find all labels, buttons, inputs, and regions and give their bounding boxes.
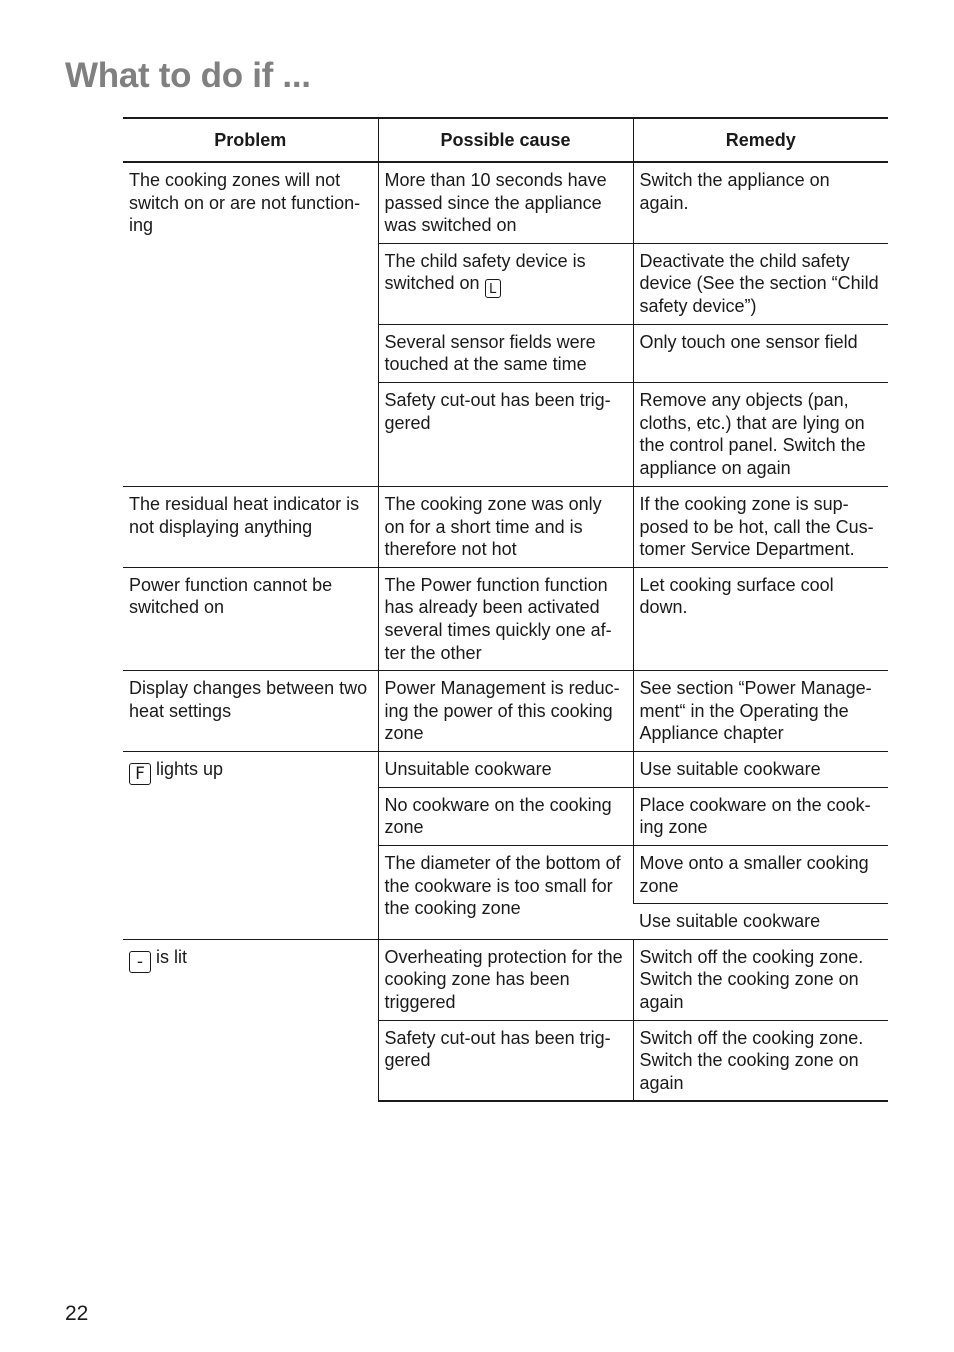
remedy-cell: Use suitable cookware bbox=[633, 904, 888, 940]
cause-cell: More than 10 seconds have passed since the appliance was switched on bbox=[378, 162, 633, 243]
cause-cell: The Power function function has already been activated several times quickly one af-ter the other bbox=[378, 567, 633, 670]
cause-cell: The cooking zone was only on for a short time and is therefore not hot bbox=[378, 486, 633, 567]
remedy-cell: Only touch one sensor field bbox=[633, 324, 888, 382]
cause-cell: Safety cut-out has been trig-gered bbox=[378, 1020, 633, 1101]
cause-cell: The diameter of the bottom of the cookware is too small for the cooking zone bbox=[378, 845, 633, 939]
table-row bbox=[123, 162, 888, 243]
remedy-cell: Switch off the cooking zone. Switch the cooking zone on again bbox=[633, 939, 888, 1020]
problem-cell: Display changes between two heat settings bbox=[123, 671, 378, 752]
header-remedy: Remedy bbox=[633, 118, 888, 162]
problem-cell: Power function cannot be switched on bbox=[123, 567, 378, 670]
cause-cell: Unsuitable cookware bbox=[378, 752, 633, 788]
cause-cell: Overheating protection for the cooking zone has been triggered bbox=[378, 939, 633, 1020]
cause-text: The child safety device is switched on bbox=[384, 250, 586, 294]
table-row bbox=[123, 567, 888, 670]
cause-cell: Several sensor fields were touched at the same time bbox=[378, 324, 633, 382]
problem-cell: The residual heat indicator is not displaying anything bbox=[123, 486, 378, 567]
table-header-row bbox=[123, 118, 888, 162]
cause-cell: No cookware on the cooking zone bbox=[378, 787, 633, 845]
header-problem: Problem bbox=[123, 118, 378, 162]
remedy-cell: Place cookware on the cook-ing zone bbox=[633, 787, 888, 845]
page-number: 22 bbox=[65, 1302, 89, 1325]
remedy-cell: Let cooking surface cool down. bbox=[633, 567, 888, 670]
problem-text: lights up bbox=[156, 759, 224, 780]
remedy-cell: If the cooking zone is sup-posed to be hot, call the Cus-tomer Service Department. bbox=[633, 486, 888, 567]
table-row bbox=[123, 486, 888, 567]
cause-cell bbox=[378, 243, 633, 324]
problem-cell bbox=[123, 939, 378, 1101]
remedy-cell: Use suitable cookware bbox=[633, 752, 888, 788]
troubleshooting-table bbox=[123, 117, 888, 1102]
problem-text: is lit bbox=[156, 946, 188, 967]
problem-cell bbox=[123, 752, 378, 940]
table-row bbox=[123, 752, 888, 788]
child-lock-icon: L bbox=[485, 279, 501, 298]
table-row bbox=[123, 939, 888, 1020]
problem-cell: The cooking zones will not switch on or are not function-ing bbox=[123, 162, 378, 486]
dash-indicator-icon: - bbox=[129, 951, 151, 973]
header-possible-cause: Possible cause bbox=[378, 118, 633, 162]
remedy-cell: Switch off the cooking zone. Switch the cooking zone on again bbox=[633, 1020, 888, 1101]
cause-cell: Safety cut-out has been trig-gered bbox=[378, 382, 633, 486]
f-indicator-icon: F bbox=[129, 763, 151, 785]
remedy-cell: See section “Power Manage-ment“ in the Operating the Appliance chapter bbox=[633, 671, 888, 752]
table-row bbox=[123, 671, 888, 752]
remedy-cell: Move onto a smaller cooking zone bbox=[633, 845, 888, 903]
remedy-cell: Deactivate the child safety device (See the section “Child safety device”) bbox=[633, 243, 888, 324]
page-title: What to do if ... bbox=[65, 56, 311, 95]
cause-cell: Power Management is reduc-ing the power of this cooking zone bbox=[378, 671, 633, 752]
remedy-cell: Remove any objects (pan, cloths, etc.) that are lying on the control panel. Switch the appliance on again bbox=[633, 382, 888, 486]
remedy-cell: Switch the appliance on again. bbox=[633, 162, 888, 243]
